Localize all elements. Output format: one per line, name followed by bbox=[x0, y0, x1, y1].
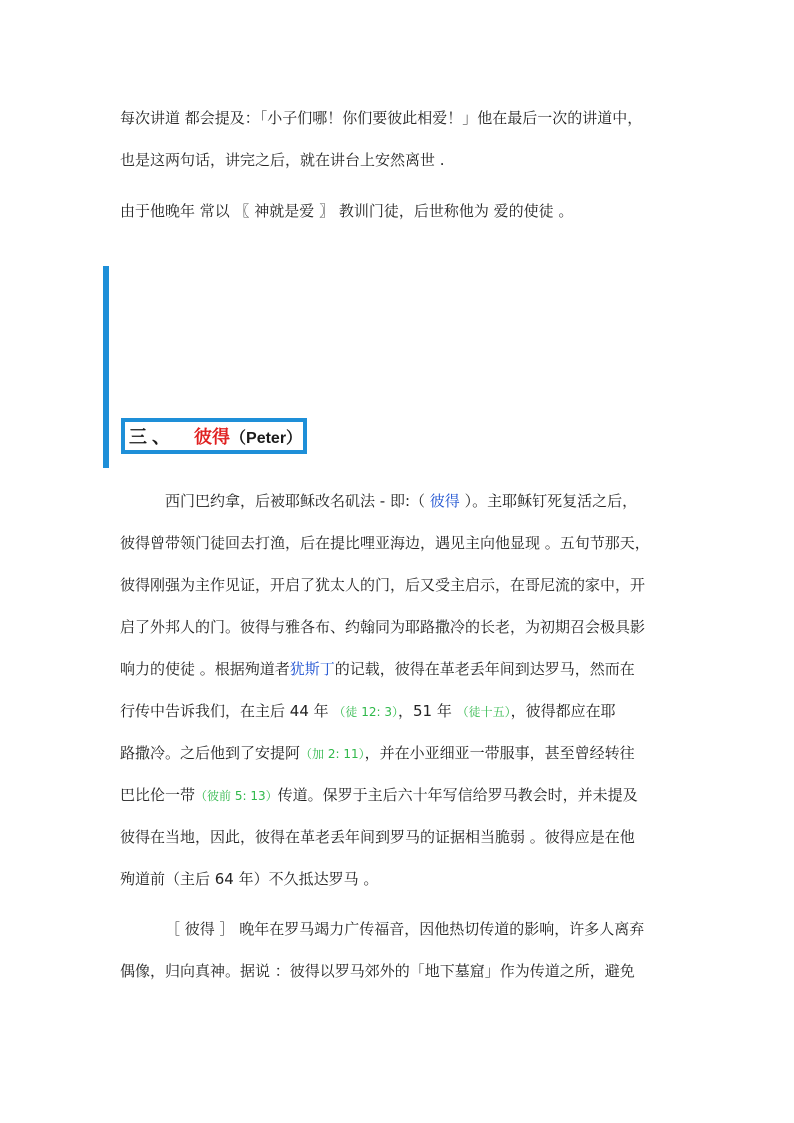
paragraph-line: 由于他晚年 常以 〖 神就是爱 〗 教训门徒，后世称他为 爱的使徒 。 bbox=[120, 202, 574, 220]
name-highlight: 彼得 bbox=[429, 492, 460, 510]
paragraph-line: 彼得刚强为主作见证，开启了犹太人的门，后又受主启示，在哥尼流的家中，开 bbox=[120, 576, 646, 594]
paragraph-line: 路撒冷。之后他到了安提阿（加 2: 11），并在小亚细亚一带服事，甚至曾经转往 bbox=[120, 744, 635, 762]
section-accent-bar bbox=[103, 266, 109, 468]
paragraph-line: 响力的使徒 。根据殉道者犹斯丁的记载，彼得在革老丢年间到达罗马，然而在 bbox=[120, 660, 635, 678]
scripture-reference: （徒 12: 3） bbox=[333, 705, 398, 719]
paragraph-line: 殉道前（主后 64 年）不久抵达罗马 。 bbox=[120, 870, 379, 888]
paragraph-line: 彼得在当地，因此，彼得在革老丢年间到罗马的证据相当脆弱 。彼得应是在他 bbox=[120, 828, 635, 846]
scripture-reference: （徒十五） bbox=[456, 705, 511, 719]
paragraph-line: ［ 彼得 ］ 晚年在罗马竭力广传福音，因他热切传道的影响，许多人离弃 bbox=[165, 920, 645, 938]
paragraph-line: 偶像，归向真神。据说 ：彼得以罗马郊外的「地下墓窟」作为传道之所，避免 bbox=[120, 962, 635, 980]
section-subtitle: （Peter） bbox=[230, 429, 303, 447]
section-number: 三 、 bbox=[129, 427, 171, 447]
scripture-reference: （彼前 5: 13） bbox=[195, 789, 278, 803]
paragraph-line: 行传中告诉我们，在主后 44 年 （徒 12: 3），51 年 （徒十五），彼得都应在耶 bbox=[120, 702, 616, 720]
paragraph-line: 彼得曾带领门徒回去打渔，后在提比哩亚海边，遇见主向他显现 。五旬节那天， bbox=[120, 534, 650, 552]
paragraph-line: 巴比伦一带（彼前 5: 13）传道。保罗于主后六十年写信给罗马教会时，并未提及 bbox=[120, 786, 638, 804]
section-title: 彼得 bbox=[194, 427, 231, 447]
section-heading bbox=[121, 418, 307, 454]
paragraph-line: 西门巴约拿，后被耶稣改名矶法 - 即:（ 彼得 ）。主耶稣钉死复活之后， bbox=[165, 492, 638, 510]
paragraph-line: 也是这两句话，讲完之后，就在讲台上安然离世 . bbox=[120, 151, 445, 169]
paragraph-line: 启了外邦人的门。彼得与雅各布、约翰同为耶路撒冷的长老，为初期召会极具影 bbox=[120, 618, 646, 636]
justin-link[interactable]: 犹斯丁 bbox=[289, 660, 335, 678]
scripture-reference: （加 2: 11） bbox=[300, 747, 365, 761]
paragraph-line: 每次讲道 都会提及：「小子们哪！你们要彼此相爱！」他在最后一次的讲道中， bbox=[120, 109, 643, 127]
